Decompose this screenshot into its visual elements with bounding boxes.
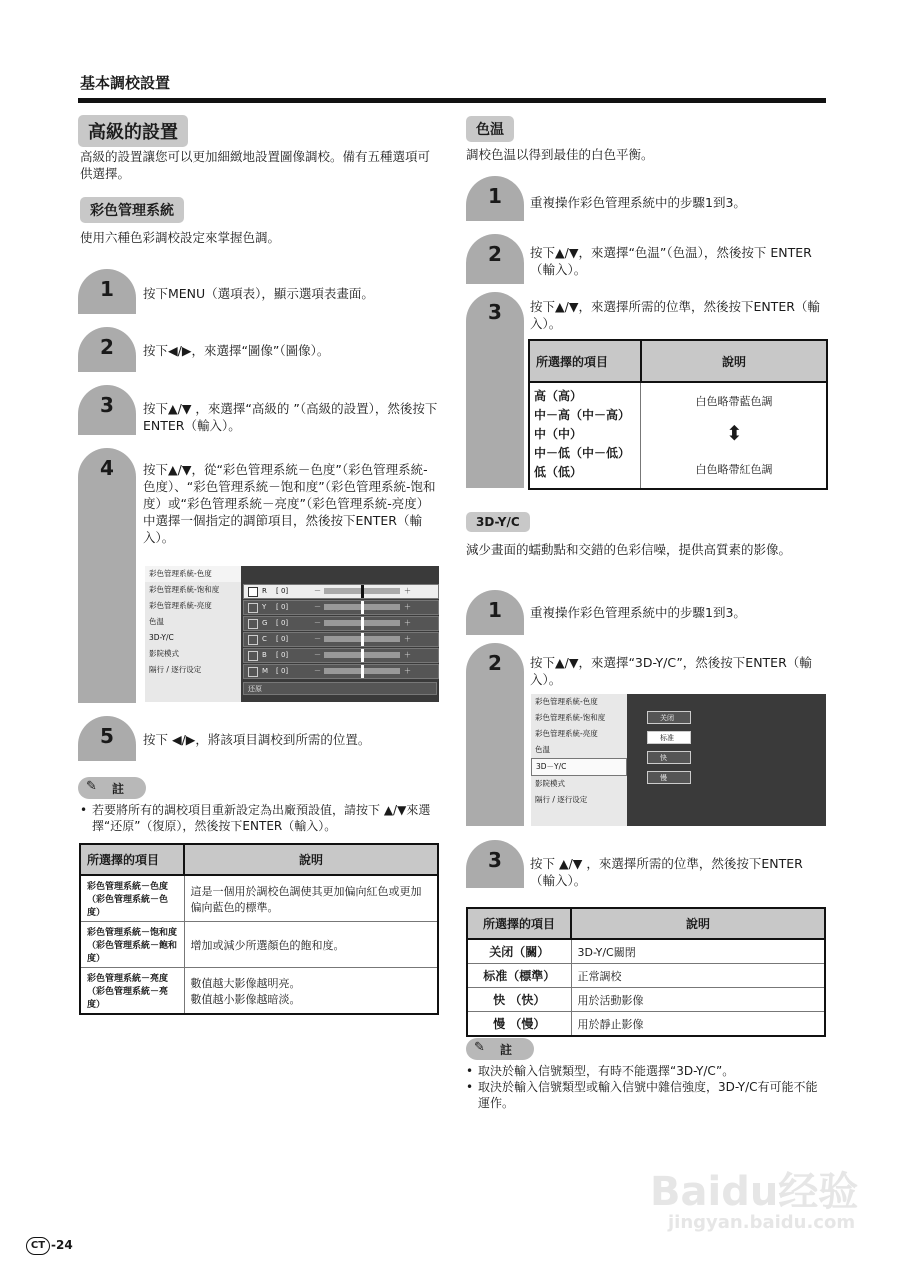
osd-menu-item[interactable]: 隔行 / 逐行设定	[535, 795, 588, 804]
watermark-url: jingyan.baidu.com	[668, 1212, 856, 1233]
table-cell-desc: 數值越大影像越明亮。 數值越小影像越暗淡。	[184, 968, 438, 1015]
step-text-2: 按下◀/▶，來選擇“圖像”（圖像）。	[143, 343, 330, 358]
osd-menu-item[interactable]: 色温	[535, 745, 550, 754]
osd-menu-item[interactable]: 隔行 / 逐行设定	[149, 665, 202, 674]
osd-plus: ＋	[404, 667, 411, 675]
checkbox-icon	[248, 635, 258, 645]
cms-table	[79, 843, 439, 1015]
level-item: 低（低）	[534, 465, 583, 479]
step-badge-2: 2	[78, 327, 136, 372]
note-badge-right	[466, 1038, 534, 1060]
osd-value: [ 0]	[276, 619, 289, 627]
osd-slider-row[interactable]	[243, 664, 439, 679]
level-item: 中－低（中－低）	[534, 446, 631, 460]
osd-cms-screen	[145, 566, 439, 702]
osd-value: [ 0]	[276, 651, 289, 659]
table-cell-item: 标准（標準）	[467, 964, 571, 988]
table-cell-item: 彩色管理系統－饱和度 （彩色管理系統－飽和度）	[80, 922, 184, 968]
step-badge-4: 4	[78, 448, 136, 703]
table-cell-item: 慢 （慢）	[467, 1012, 571, 1037]
checkbox-icon	[248, 619, 258, 629]
osd-menu-list	[145, 566, 241, 702]
osd-channel: M	[262, 667, 269, 675]
checkbox-icon	[248, 667, 258, 677]
osd-slider-row[interactable]	[243, 648, 439, 663]
table-row	[80, 968, 438, 1015]
osd-plus: ＋	[404, 635, 411, 643]
slider-handle[interactable]	[361, 585, 364, 598]
step-text-r1: 重複操作彩色管理系統中的步驟1到3。	[530, 195, 746, 210]
osd-slider-row[interactable]	[243, 600, 439, 615]
osd-menu-item[interactable]: 3D－Y/C	[531, 758, 627, 776]
table-header: 說明	[571, 908, 825, 939]
table-row	[467, 939, 825, 964]
subsection-title-cms: 彩色管理系統	[80, 197, 184, 223]
table-cell-desc: 這是一個用於調校色調使其更加偏向紅色或更加偏向藍色的標準。	[184, 875, 438, 922]
table-cell-desc: 3D-Y/C關閉	[571, 939, 825, 964]
osd-plus: ＋	[404, 619, 411, 627]
table-cell-item: 快 （快）	[467, 988, 571, 1012]
3dyc-intro: 減少畫面的蠕動點和交錯的色彩信噪，提供高質素的影像。	[466, 542, 792, 557]
checkbox-icon	[248, 603, 258, 613]
step-badge-r2: 2	[466, 234, 524, 284]
section-title-advanced: 高級的設置	[78, 115, 188, 147]
step-text-r2-3: 按下 ▲/▼ ，來選擇所需的位準，然後按下ENTER（輸入）。	[530, 856, 803, 888]
osd-minus: －	[314, 635, 321, 643]
step-text-5: 按下 ◀/▶，將該項目調校到所需的位置。	[143, 732, 371, 747]
table-header: 說明	[721, 355, 746, 369]
table-header: 所選擇的項目	[80, 844, 184, 875]
table-row	[467, 988, 825, 1012]
osd-minus: －	[314, 587, 321, 595]
step-text-r2-2: 按下▲/▼，來選擇“3D-Y/C”，然後按下ENTER（輸入）。	[530, 655, 812, 687]
osd-option[interactable]: 关闭	[647, 711, 691, 724]
advanced-intro: 高級的設置讓您可以更加細緻地設置圖像調校。備有五種選項可供選擇。	[80, 149, 431, 181]
osd-menu-item[interactable]: 影院模式	[535, 779, 565, 788]
slider-handle[interactable]	[361, 649, 364, 662]
step-text-1: 按下MENU（選項表），顯示選項表畫面。	[143, 286, 374, 301]
osd-menu-item[interactable]: 彩色管理系統-色度	[535, 697, 598, 706]
table-header: 說明	[184, 844, 438, 875]
note-badge	[78, 777, 146, 799]
osd-menu-item[interactable]: 影院模式	[149, 649, 179, 658]
note-label: 註	[500, 1043, 513, 1057]
osd-plus: ＋	[404, 603, 411, 611]
osd-value: [ 0]	[276, 587, 289, 595]
osd-plus: ＋	[404, 587, 411, 595]
bullet-dot: •	[80, 803, 88, 817]
osd-plus: ＋	[404, 651, 411, 659]
osd-menu-item[interactable]: 彩色管理系統-色度	[145, 566, 241, 582]
level-item: 中－高（中－高）	[534, 408, 631, 422]
osd-reset-button[interactable]: 还原	[243, 682, 437, 695]
level-list	[534, 387, 630, 482]
osd-menu-item[interactable]: 色温	[149, 617, 164, 626]
osd-menu-item[interactable]: 3D-Y/C	[149, 633, 174, 642]
table-header: 所選擇的項目	[536, 355, 609, 369]
table-cell-item: 彩色管理系統－亮度 （彩色管理系統－亮度）	[80, 968, 184, 1015]
table-row	[80, 922, 438, 968]
table-header-row	[530, 341, 826, 383]
desc-bottom: 白色略帶紅色調	[695, 463, 773, 476]
step-badge-r1: 1	[466, 176, 524, 221]
osd-option[interactable]: 快	[647, 751, 691, 764]
osd-menu-item[interactable]: 彩色管理系統-亮度	[535, 729, 598, 738]
page-header: 基本調校設置	[80, 74, 171, 92]
note-item: 取決於輸入信號類型，有時不能選擇“3D-Y/C”。	[478, 1064, 735, 1078]
note-text: 若要將所有的調校項目重新設定為出廠預設值，請按下 ▲/▼來選擇“还原”（復原），然後按下ENTER（輸入）。	[92, 803, 431, 833]
osd-option[interactable]: 慢	[647, 771, 691, 784]
checkbox-icon	[248, 651, 258, 661]
osd-menu-list	[531, 694, 627, 826]
step-text-r3: 按下▲/▼，來選擇所需的位準，然後按下ENTER（輸入）。	[530, 299, 820, 331]
header-rule	[78, 98, 826, 103]
watermark-brand: Baidu经验	[650, 1169, 859, 1215]
osd-channel: G	[262, 619, 268, 627]
level-item: 中（中）	[534, 427, 583, 441]
table-header: 所選擇的項目	[467, 908, 571, 939]
step-text-3: 按下▲/▼ ，來選擇“高級的 ”（高級的設置），然後按下 ENTER（輸入）。	[143, 401, 438, 433]
osd-channel: C	[262, 635, 267, 643]
step-badge-r3: 3	[466, 292, 524, 488]
table-row	[467, 1012, 825, 1037]
bullet-dot: •	[466, 1080, 474, 1094]
step-badge-5: 5	[78, 716, 136, 761]
table-cell-item: 关闭（關）	[467, 939, 571, 964]
osd-channel: R	[262, 587, 267, 595]
osd-minus: －	[314, 619, 321, 627]
osd-slider-row[interactable]	[243, 632, 439, 647]
page-number: -24	[51, 1238, 73, 1252]
section-title-color-temp: 色温	[466, 116, 514, 142]
osd-value: [ 0]	[276, 635, 289, 643]
table-cell-item: 彩色管理系統－色度 （彩色管理系統－色度）	[80, 875, 184, 922]
3dyc-table	[466, 907, 826, 1037]
table-cell-desc: 正常調校	[571, 964, 825, 988]
slider-handle[interactable]	[361, 633, 364, 646]
step-badge-3: 3	[78, 385, 136, 435]
osd-option-selected[interactable]: 标准	[647, 731, 691, 744]
table-cell-desc: 用於靜止影像	[571, 1012, 825, 1037]
column-divider	[640, 383, 641, 488]
note-label: 註	[112, 782, 125, 796]
osd-slider-row[interactable]	[243, 584, 439, 599]
bullet-dot: •	[466, 1064, 474, 1078]
color-temp-intro: 調校色温以得到最佳的白色平衡。	[466, 147, 654, 162]
osd-value: [ 0]	[276, 667, 289, 675]
step-text-r2: 按下▲/▼，來選擇“色温”（色温），然後按下 ENTER（輸入）。	[530, 245, 812, 277]
osd-slider-row[interactable]	[243, 616, 439, 631]
table-row	[467, 964, 825, 988]
step-badge-r2-1: 1	[466, 590, 524, 635]
osd-channel: B	[262, 651, 267, 659]
osd-value: [ 0]	[276, 603, 289, 611]
slider-handle[interactable]	[361, 617, 364, 630]
step-badge-r2-2: 2	[466, 643, 524, 826]
pencil-icon: ✎	[474, 1040, 485, 1055]
osd-minus: －	[314, 651, 321, 659]
desc-top: 白色略帶藍色調	[695, 395, 773, 408]
slider-handle[interactable]	[361, 601, 364, 614]
table-cell-desc: 用於活動影像	[571, 988, 825, 1012]
table-row	[80, 875, 438, 922]
osd-menu-item[interactable]: 彩色管理系統-亮度	[149, 601, 212, 610]
osd-menu-item[interactable]: 彩色管理系統-饱和度	[149, 585, 220, 594]
osd-minus: －	[314, 603, 321, 611]
step-text-4: 按下▲/▼，從“彩色管理系統－色度”（彩色管理系統-色度）、“彩色管理系統－饱和度”（彩色管理系統-饱和度）或“彩色管理系統－亮度”（彩色管理系統-亮度）中選擇一個指定的調節項目，然後按下ENTER（輸入）。	[143, 462, 436, 545]
pencil-icon: ✎	[86, 779, 97, 794]
step-text-r2-1: 重複操作彩色管理系統中的步驟1到3。	[530, 605, 746, 620]
level-item: 高（高）	[534, 389, 583, 403]
section-title-3dyc: 3D-Y/C	[466, 512, 530, 532]
osd-minus: －	[314, 667, 321, 675]
osd-menu-item[interactable]: 彩色管理系統-饱和度	[535, 713, 606, 722]
cms-intro: 使用六種色彩調校設定來掌握色調。	[80, 230, 281, 245]
up-down-arrow-icon: ⬍	[726, 421, 743, 445]
language-badge: CT	[26, 1237, 50, 1255]
color-temp-table	[528, 339, 828, 490]
slider-handle[interactable]	[361, 665, 364, 678]
checkbox-icon	[248, 587, 258, 597]
osd-channel: Y	[262, 603, 267, 611]
table-cell-desc: 增加或減少所選顏色的飽和度。	[184, 922, 438, 968]
note-item: 取決於輸入信號類型或輸入信號中雜信強度，3D-Y/C有可能不能運作。	[478, 1080, 818, 1110]
osd-3dyc-screen	[531, 694, 826, 826]
step-badge-r2-3: 3	[466, 840, 524, 888]
step-badge-1: 1	[78, 269, 136, 314]
